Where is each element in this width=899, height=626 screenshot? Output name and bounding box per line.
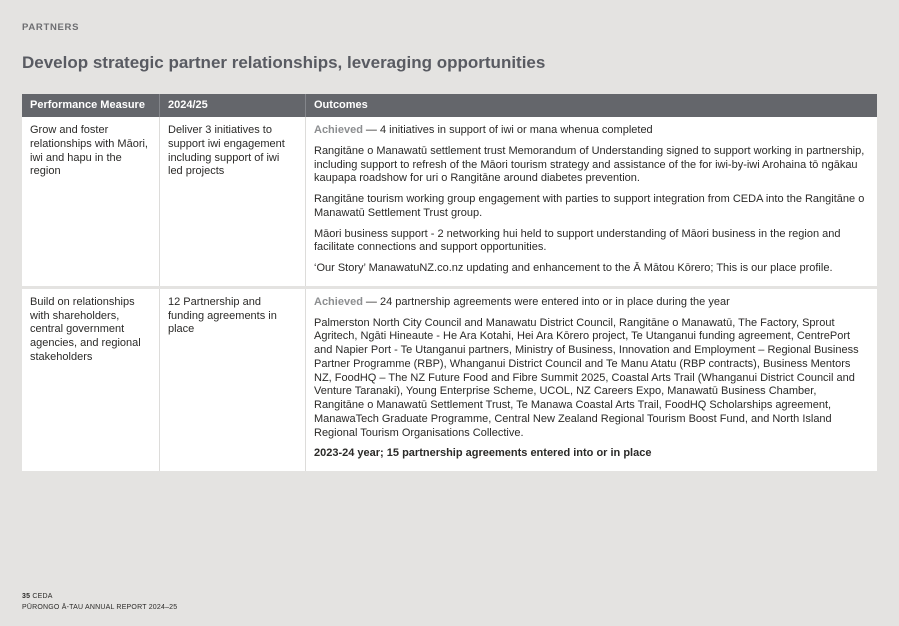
status-badge: Achieved [314,295,363,308]
cell-performance-measure: Build on relationships with shareholders, central government agencies, and regional stakeholders [30,295,141,363]
status-line [314,124,869,138]
outcome-paragraph: Rangitāne o Manawatū settlement trust Memorandum of Understanding signed to support working in partnership, including support to refresh of the Māori tourism strategy and assistance of the for iwi-by-iwi Arohaina tō ngākau kaupapa roadshow for uri o Rangitāne around diabetes prevention. [314,144,865,185]
cell-performance-measure: Grow and foster relationships with Māori, iwi and hapu in the region [30,124,148,178]
org-name: CEDA [32,592,53,600]
page-number: 35 [22,592,31,600]
column-header-performance-measure: Performance Measure [30,99,145,111]
page-footer [22,591,177,613]
footer-report-line: PŪRONGO Ā-TAU ANNUAL REPORT 2024–25 [22,603,178,611]
status-line [314,296,869,310]
cell-outcomes [305,289,877,471]
table-header-row [22,94,877,117]
outcome-paragraph: Rangitāne tourism working group engagement with parties to support integration from CEDA into the Rangitāne o Manawatū Settlement Trust group. [314,193,865,219]
footer-page-org-line [22,591,177,602]
table-row-iwi-relationships [22,117,877,286]
column-header-outcomes: Outcomes [305,94,877,117]
cell-outcomes [305,117,877,286]
outcome-paragraph: ‘Our Story’ ManawatuNZ.co.nz updating and enhancement to the Ā Mātou Kōrero; This is our place profile. [314,262,833,274]
status-summary: — 24 partnership agreements were entered into or in place during the year [365,295,730,308]
status-summary: — 4 initiatives in support of iwi or mana whenua completed [365,124,653,136]
table-row-stakeholder-relationships [22,289,877,471]
cell-target: Deliver 3 initiatives to support iwi engagement including support of iwi led projects [159,117,305,286]
section-eyebrow: PARTNERS [22,22,80,33]
column-header-year: 2024/25 [159,94,305,117]
outcome-paragraph: Palmerston North City Council and Manawatu District Council, Rangitāne o Manawatū, The Factory, Sprout Agritech, Ngāti Hineaute - He Ara Kotahi, Hei Ara Kōrero project, Te Utanganui funding agreement, CentrePort and Napier Port - Te Utanganui partners, Ministry of Business, Innovation and Employment – Regional Business Partner Programme (RBP), Whanganui District Council and Te Manu Atatu (RBP contracts), Business Mentors NZ, FoodHQ – The NZ Future Food and Fibre Summit 2025, Coastal Arts Trail (Whanganui District Council and Venture Taranaki), Young Enterprise Scheme, UCOL, NZ Careers Expo, Manawatū Business Chamber, Rangitāne o Manawatū Settlement Trust, Te Manawa Coastal Arts Trail, FoodHQ Scholarships agreement, ManawaTech Graduate Programme, Central New Zealand Regional Tourism Boost Fund, and North Island Regional Tourism Organisations Collective. [314,316,859,439]
prior-year-comparison: 2023-24 year; 15 partnership agreements entered into or in place [314,447,652,460]
outcome-paragraph: Māori business support - 2 networking hui held to support understanding of Māori business in the region and facilitate connections and support opportunities. [314,227,841,254]
cell-target: 12 Partnership and funding agreements in place [159,289,305,471]
page-title: Develop strategic partner relationships, leveraging opportunities [22,53,546,72]
performance-table [22,94,877,471]
status-badge: Achieved [314,124,363,136]
